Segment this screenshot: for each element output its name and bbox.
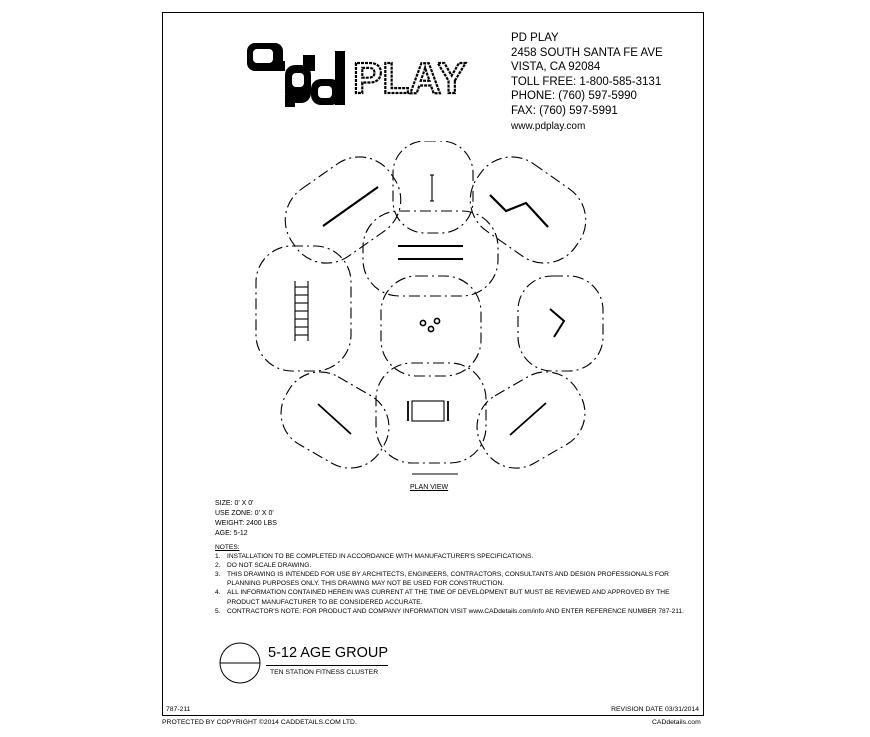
- drawing-title: 5-12 AGE GROUP: [268, 645, 389, 661]
- note-item: [215, 552, 685, 561]
- company-address: 2458 SOUTH SANTA FE AVE: [511, 46, 663, 59]
- note-text: DO NOT SCALE DRAWING.: [227, 562, 312, 570]
- note-item: [215, 607, 685, 616]
- company-phone: PHONE: (760) 597-5990: [511, 90, 637, 103]
- spec-use-zone: USE ZONE: 0' X 0': [215, 510, 274, 517]
- cad-site-link[interactable]: CADdetails.com: [652, 719, 701, 726]
- station-top-left: [270, 142, 415, 278]
- spec-age: AGE: 5-12: [215, 530, 248, 537]
- note-number: 5.: [215, 607, 221, 615]
- drawing-sheet: [162, 12, 704, 716]
- drawing-subtitle: TEN STATION FITNESS CLUSTER: [270, 669, 379, 676]
- station-center: [381, 276, 481, 376]
- station-upper-middle: [363, 211, 498, 296]
- station-left: [256, 246, 351, 371]
- title-block: [218, 641, 418, 691]
- company-city: VISTA, CA 92084: [511, 61, 601, 74]
- notes-title: NOTES:: [215, 544, 240, 551]
- specs-block: [215, 499, 277, 539]
- revision-date: REVISION DATE 03/31/2014: [611, 706, 699, 713]
- reference-number: 787-211: [166, 706, 191, 713]
- station-bottom-left: [268, 359, 402, 482]
- copyright-notice: PROTECTED BY COPYRIGHT ©2014 CADDETAILS.COM LTD.: [162, 719, 357, 726]
- note-text: ALL INFORMATION CONTAINED HEREIN WAS CURRENT AT THE TIME OF DEVELOPMENT BUT MUST BE REVIEWED AND APPROVED BY THE PRODUCT MANUFACTURER TO BE CONSIDERED ACCURATE.: [227, 589, 670, 606]
- station-top: [393, 141, 473, 233]
- note-number: 4.: [215, 589, 221, 597]
- pd-logo-mark: [247, 43, 345, 107]
- plan-view-caption: PLAN VIEW: [410, 484, 449, 491]
- company-website[interactable]: www.pdplay.com: [511, 120, 586, 132]
- notes-block: [215, 543, 685, 616]
- note-text: CONTRACTOR'S NOTE: FOR PRODUCT AND COMPANY INFORMATION VISIT www.CADdetails.com/info AND ENTER REFERENCE NUMBER 787-211.: [227, 607, 684, 615]
- company-name: PD PLAY: [511, 32, 559, 44]
- station-bottom-center: [376, 363, 486, 474]
- note-number: 1.: [215, 553, 221, 561]
- note-item: [215, 588, 685, 606]
- company-fax: FAX: (760) 597-5991: [511, 104, 618, 117]
- note-text: THIS DRAWING IS INTENDED FOR USE BY ARCHITECTS, ENGINEERS, CONTRACTORS, CONSULTANTS AND DESIGN PROFESSIONALS FOR PLANNING PURPOSES ONLY. THIS DRAWING MAY NOT BE USED FOR CONSTRUCTION.: [227, 571, 669, 588]
- company-info: [511, 31, 663, 134]
- spec-weight: WEIGHT: 2400 LBS: [215, 520, 277, 527]
- title-rule: [266, 665, 388, 666]
- station-bottom-right: [464, 359, 598, 482]
- station-top-right: [455, 142, 600, 278]
- company-toll-free: TOLL FREE: 1-800-585-3131: [511, 75, 662, 88]
- station-right: [518, 276, 603, 371]
- logo-play-text: PLAY: [353, 54, 467, 103]
- pd-play-logo: [243, 31, 473, 111]
- title-symbol-icon: [218, 641, 262, 685]
- spec-size: SIZE: 0' X 0': [215, 500, 254, 507]
- note-text: INSTALLATION TO BE COMPLETED IN ACCORDANCE WITH MANUFACTURER'S SPECIFICATIONS.: [227, 553, 534, 561]
- note-item: [215, 561, 685, 570]
- note-number: 2.: [215, 562, 221, 570]
- note-number: 3.: [215, 571, 221, 579]
- note-item: [215, 570, 685, 588]
- plan-view-drawing: [248, 141, 618, 491]
